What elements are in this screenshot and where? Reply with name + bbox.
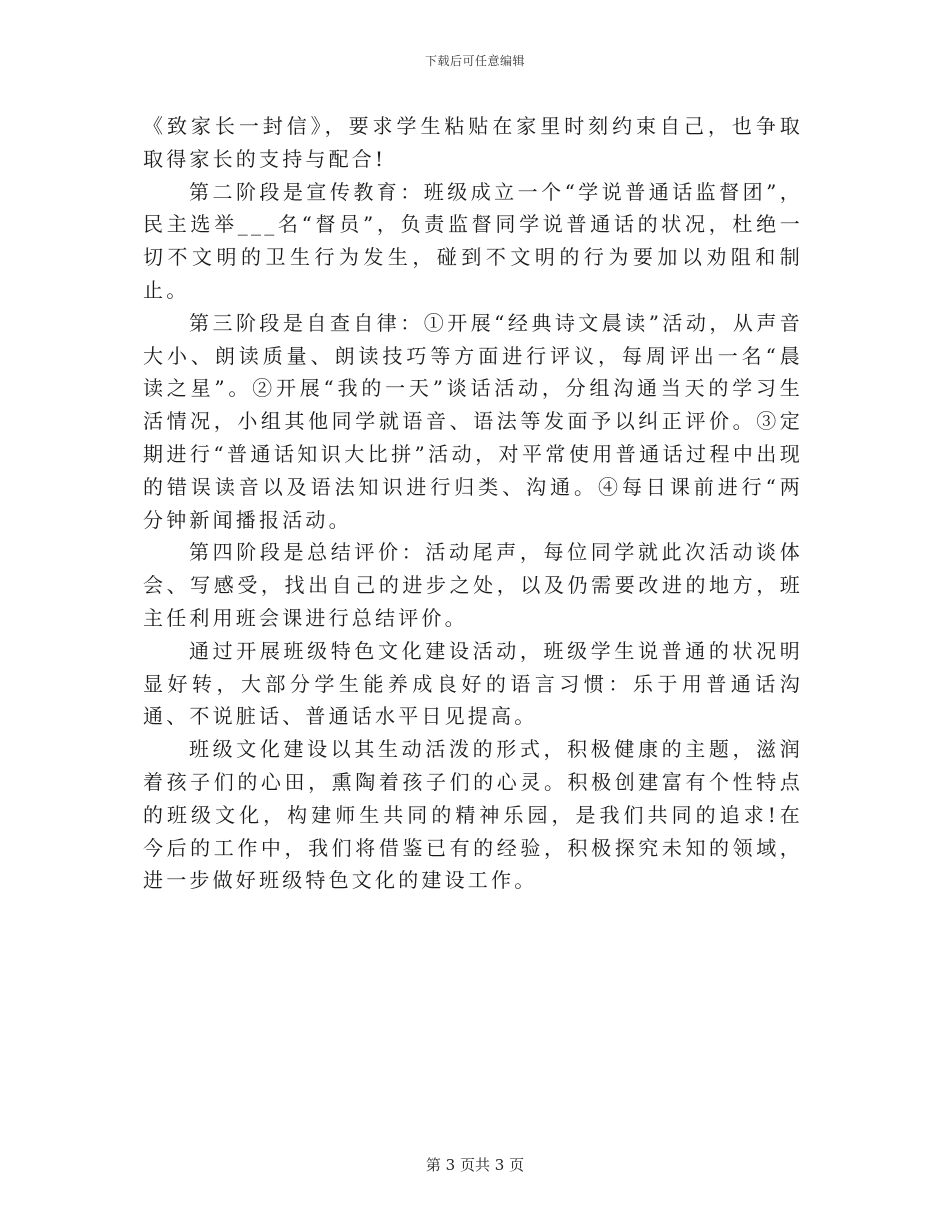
paragraph-conclusion: 班级文化建设以其生动活泼的形式，积极健康的主题，滋润着孩子们的心田，熏陶着孩子们的心灵。积极创建富有个性特点的班级文化，构建师生共同的精神乐园，是我们共同的追求!在今后的工作中，我们将借鉴已有的经验，积极探究未知的领域，进一步做好班级特色文化的建设工作。 [143,737,803,893]
paragraph-stage-four: 第四阶段是总结评价：活动尾声，每位同学就此次活动谈体会、写感受，找出自己的进步之处，以及仍需要改进的地方，班主任利用班会课进行总结评价。 [143,540,803,630]
document-body [143,110,803,897]
page-header: 下载后可任意编辑 [424,54,525,68]
paragraph-stage-two: 第二阶段是宣传教育：班级成立一个“学说普通话监督团”，民主选举___名“督员”，负责监督同学说普通话的状况，杜绝一切不文明的卫生行为发生，碰到不文明的行为要加以劝阻和制止。 [143,179,803,302]
page-footer: 第 3 页共 3 页 [425,1156,525,1174]
paragraph-stage-three: 第三阶段是自查自律：①开展“经典诗文晨读”活动，从声音大小、朗读质量、朗读技巧等方面进行评议，每周评出一名“晨读之星”。②开展“我的一天”谈话活动，分组沟通当天的学习生活情况，小组其他同学就语音、语法等发面予以纠正评价。③定期进行“普通话知识大比拼”活动，对平常使用普通话过程中出现的错误读音以及语法知识进行归类、沟通。④每日课前进行“两分钟新闻播报活动。 [143,310,803,532]
paragraph-results: 通过开展班级特色文化建设活动，班级学生说普通的状况明显好转，大部分学生能养成良好的语言习惯：乐于用普通话沟通、不说脏话、普通话水平日见提高。 [143,638,803,729]
paragraph-letter-to-parents: 《致家长一封信》，要求学生粘贴在家里时刻约束自己，也争取取得家长的支持与配合! [143,114,803,171]
